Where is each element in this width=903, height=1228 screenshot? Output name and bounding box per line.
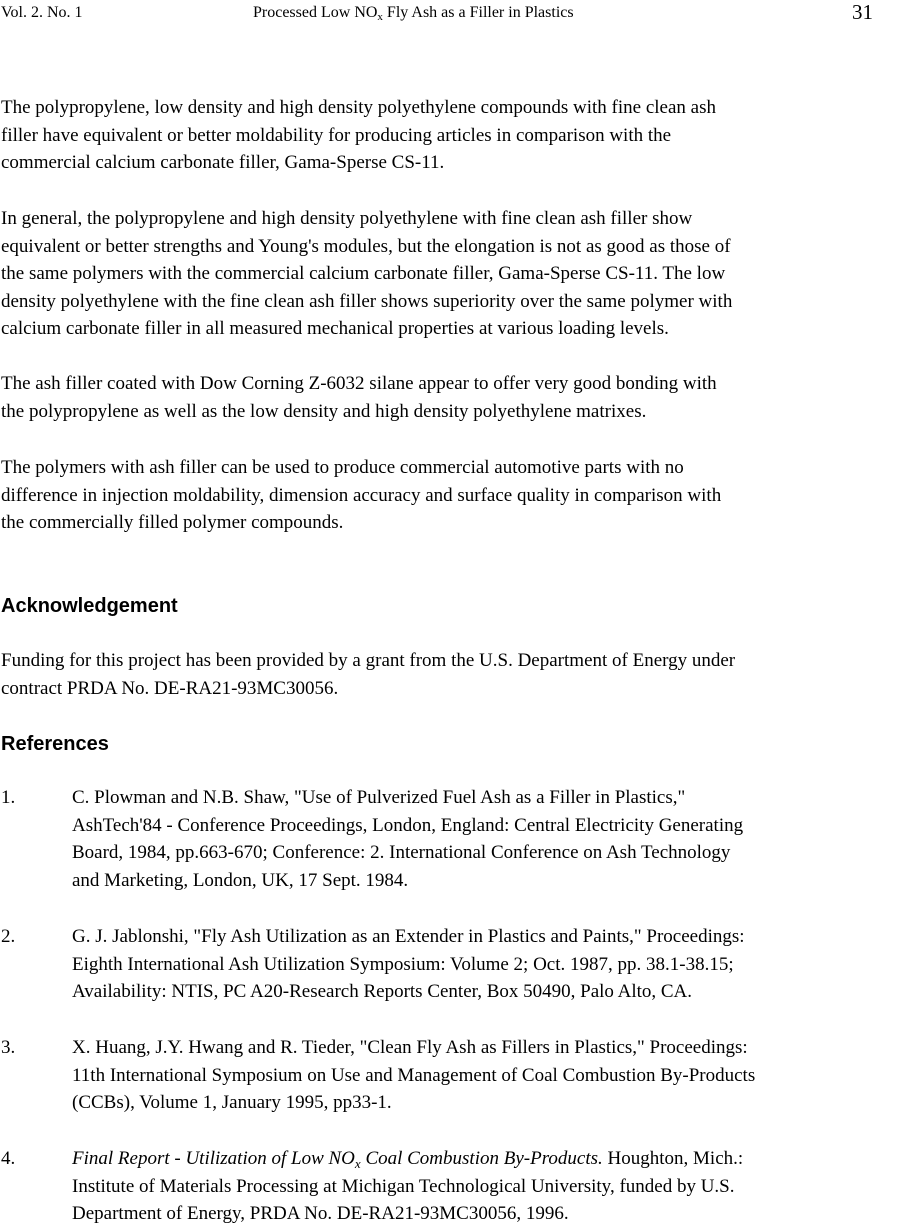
reference-number: 4.: [1, 1148, 16, 1169]
paragraph-line: contract PRDA No. DE-RA21-93MC30056.: [1, 677, 339, 699]
paragraph-line: The polymers with ash filler can be used to produce commercial automotive parts with no: [1, 457, 684, 478]
reference-title-subscript: x: [354, 1156, 361, 1171]
header-title-subscript: x: [377, 11, 383, 23]
reference-line: Board, 1984, pp.663-670; Conference: 2. International Conference on Ash Technology: [72, 842, 731, 863]
paragraph-line: The polypropylene, low density and high density polyethylene compounds with fine clean ash: [1, 97, 716, 118]
reference-line: Availability: NTIS, PC A20-Research Reports Center, Box 50490, Palo Alto, CA.: [72, 981, 693, 1002]
reference-text: [72, 1034, 903, 1117]
section-heading-acknowledgement: Acknowledgement: [1, 595, 178, 617]
reference-number: 1.: [1, 787, 16, 808]
paragraph-line: commercial calcium carbonate filler, Gama-Sperse CS-11.: [1, 152, 445, 173]
paragraph: [1, 454, 901, 537]
paragraph-line: density polyethylene with the fine clean ash filler shows superiority over the same polymer with: [1, 290, 733, 312]
running-header: [0, 0, 903, 28]
reference-title-suffix: Coal Combustion By-Products.: [360, 1148, 603, 1169]
paragraph-line: The ash filler coated with Dow Corning Z-6032 silane appear to offer very good bonding with: [1, 373, 717, 394]
reference-line: Institute of Materials Processing at Michigan Technological University, funded by U.S.: [72, 1175, 735, 1197]
paragraph-line: the same polymers with the commercial calcium carbonate filler, Gama-Sperse CS-11. The low: [1, 263, 726, 284]
paragraph: [1, 94, 901, 177]
header-title-prefix: Processed Low NO: [253, 4, 378, 21]
header-volume: Vol. 2. No. 1: [1, 4, 83, 21]
reference-line: X. Huang, J.Y. Hwang and R. Tieder, "Clean Fly Ash as Fillers in Plastics," Proceedings:: [72, 1037, 748, 1058]
paragraph: [1, 205, 901, 343]
paragraph-line: calcium carbonate filler in all measured mechanical properties at various loading levels.: [1, 318, 669, 339]
paragraph-line: the polypropylene as well as the low density and high density polyethylene matrixes.: [1, 400, 647, 422]
reference-line: G. J. Jablonshi, "Fly Ash Utilization as an Extender in Plastics and Paints," Proceedings:: [72, 926, 745, 947]
reference-text: [72, 1145, 903, 1228]
reference-number: 2.: [1, 926, 16, 947]
paragraph-line: the commercially filled polymer compounds.: [1, 512, 344, 533]
reference-number: 3.: [1, 1037, 16, 1058]
section-heading-references: References: [1, 733, 109, 755]
reference-text: [72, 923, 903, 1006]
header-title-suffix: Fly Ash as a Filler in Plastics: [382, 4, 574, 21]
reference-publisher: Houghton, Mich.:: [602, 1148, 744, 1169]
reference-line: Eighth International Ash Utilization Symposium: Volume 2; Oct. 1987, pp. 38.1-38.15;: [72, 953, 734, 975]
reference-title: [72, 1148, 603, 1169]
reference-text: [72, 784, 903, 894]
paragraph: [1, 370, 901, 425]
reference-line: [72, 1145, 903, 1173]
reference-line: (CCBs), Volume 1, January 1995, pp33-1.: [72, 1092, 392, 1113]
reference-line: AshTech'84 - Conference Proceedings, London, England: Central Electricity Generating: [72, 814, 744, 836]
paragraph-line: equivalent or better strengths and Young's modules, but the elongation is not as good as those of: [1, 235, 731, 257]
reference-line: Department of Energy, PRDA No. DE-RA21-93MC30056, 1996.: [72, 1203, 569, 1224]
reference-line: C. Plowman and N.B. Shaw, "Use of Pulverized Fuel Ash as a Filler in Plastics,": [72, 787, 686, 808]
paragraph-line: filler have equivalent or better moldability for producing articles in comparison with the: [1, 124, 672, 146]
header-title: [253, 3, 574, 23]
paragraph-line: difference in injection moldability, dimension accuracy and surface quality in comparison with: [1, 484, 722, 506]
reference-title-prefix: Final Report - Utilization of Low NO: [72, 1148, 355, 1169]
reference-line: 11th International Symposium on Use and Management of Coal Combustion By-Products: [72, 1064, 756, 1086]
paragraph-line: Funding for this project has been provided by a grant from the U.S. Department of Energy under: [1, 650, 736, 671]
reference-line: and Marketing, London, UK, 17 Sept. 1984.: [72, 869, 409, 891]
acknowledgement-text: [1, 647, 901, 702]
page-number: 31: [852, 0, 873, 24]
paragraph-line: In general, the polypropylene and high density polyethylene with fine clean ash filler show: [1, 208, 693, 229]
